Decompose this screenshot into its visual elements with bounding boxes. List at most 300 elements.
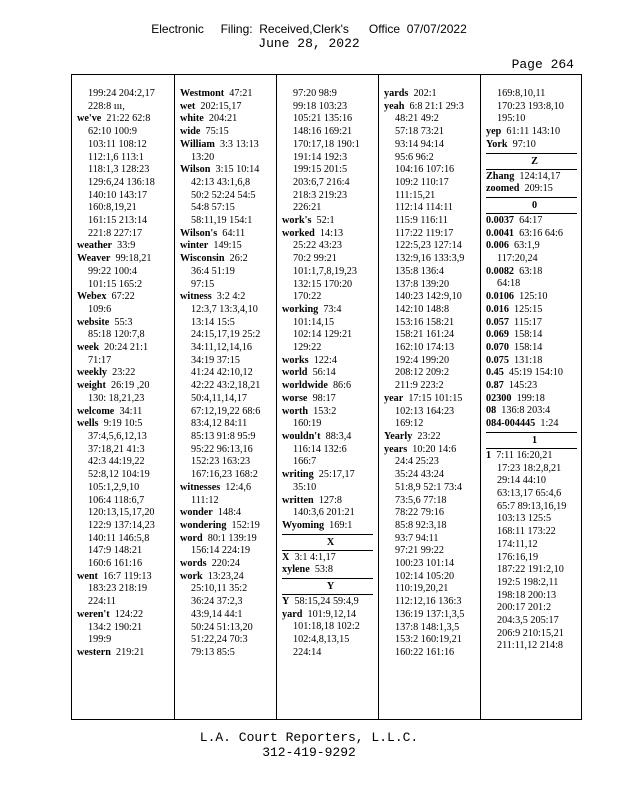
index-continuation: 117:20,24 <box>497 253 538 265</box>
index-continuation: 111:12 <box>191 494 219 506</box>
index-continuation: 169:8,10,11 <box>497 88 546 99</box>
index-entry <box>180 240 277 253</box>
index-continuation: 137:8 139:20 <box>395 278 450 290</box>
index-word: work's <box>282 215 312 227</box>
index-word: working <box>282 303 319 315</box>
index-entry <box>486 342 583 355</box>
index-refs: 75:15 <box>205 126 229 138</box>
index-entry <box>77 418 174 431</box>
index-word: 1 <box>486 449 492 461</box>
index-continuation: 24:4 25:23 <box>395 456 439 468</box>
index-word: Wilson <box>180 164 211 176</box>
index-continuation: 97:15 <box>191 278 215 290</box>
index-continuation: 142:10 148:8 <box>395 303 450 315</box>
index-word: 0.0106 <box>486 291 515 303</box>
index-continuation: 29:14 44:10 <box>497 475 546 487</box>
index-continuation: 191:14 192:3 <box>293 151 348 163</box>
index-refs: 16:7 119:13 <box>103 570 152 582</box>
index-continuation: 63:13,17 65:4,6 <box>497 487 562 499</box>
index-word: word <box>180 532 203 544</box>
index-continuation: 62:10 100:9 <box>88 126 137 138</box>
index-continuation: 199:24 204:2,17 <box>88 88 155 99</box>
index-entry <box>180 571 277 584</box>
index-refs: 88:3,4 <box>325 430 352 442</box>
index-continuation: 132:9,16 133:3,9 <box>395 253 465 265</box>
index-continuation: 183:23 218:19 <box>88 583 148 595</box>
index-entry <box>77 291 174 304</box>
index-entry <box>180 533 277 546</box>
index-continuation: 140:10 143:17 <box>88 189 148 201</box>
index-continuation: 25:22 43:23 <box>293 240 342 252</box>
index-continuation: 109:2 110:17 <box>395 176 449 188</box>
index-continuation: 140:11 146:5,8 <box>88 532 150 544</box>
index-refs: 115:17 <box>514 316 542 328</box>
reporter-phone: 312-419-9292 <box>262 745 356 760</box>
index-word: years <box>384 443 408 455</box>
index-word: wondering <box>180 519 227 531</box>
index-entry <box>486 367 583 380</box>
index-entry <box>180 164 277 177</box>
index-entry <box>486 405 583 418</box>
index-entry <box>180 113 277 126</box>
index-continuation: 78:22 79:16 <box>395 507 444 519</box>
index-continuation: 112:1,6 113:1 <box>88 151 144 163</box>
index-refs: 9:19 10:5 <box>103 418 143 430</box>
index-refs: 23:22 <box>112 367 136 379</box>
letter-section-header: Y <box>282 581 379 593</box>
index-entry <box>384 393 481 406</box>
index-continuation: 36:24 37:2,3 <box>191 596 243 608</box>
index-entry <box>180 482 277 495</box>
index-continuation: 111:15,21 <box>395 189 436 201</box>
index-refs: 7:11 16:20,21 <box>496 449 553 461</box>
index-continuation: 35:24 43:24 <box>395 469 444 481</box>
index-refs: 80:1 139:19 <box>207 532 257 544</box>
index-word: weren't <box>77 608 110 620</box>
index-refs: 204:21 <box>208 113 238 125</box>
index-word: X <box>282 551 290 563</box>
index-word: work <box>180 570 203 582</box>
index-word: wells <box>77 418 99 430</box>
index-entry <box>486 317 583 330</box>
index-continuation: 122:5,23 127:14 <box>395 240 462 252</box>
index-word: world <box>282 367 308 379</box>
index-word: website <box>77 316 110 328</box>
index-refs: 67:22 <box>111 291 135 303</box>
index-refs: 64:17 <box>519 214 543 226</box>
index-refs: 125:15 <box>514 303 543 315</box>
index-entry <box>77 571 174 584</box>
index-refs: 10:20 14:6 <box>412 443 457 455</box>
index-word: 0.45 <box>486 367 504 379</box>
index-entry <box>282 228 379 241</box>
index-word: 0.069 <box>486 329 509 341</box>
index-continuation: 160:22 161:16 <box>395 646 455 658</box>
index-continuation: 54:8 57:15 <box>191 202 235 214</box>
index-entry <box>77 113 174 126</box>
index-continuation: 211:11,12 214:8 <box>497 640 564 652</box>
index-continuation: 102:14 129:21 <box>293 329 353 341</box>
index-entry <box>486 240 583 253</box>
index-continuation: 13:14 15:5 <box>191 316 235 328</box>
index-continuation: 129:22 <box>293 342 322 354</box>
index-refs: 122:4 <box>313 354 337 366</box>
index-continuation: 211:9 223:2 <box>395 380 444 392</box>
index-continuation: 200:17 201:2 <box>497 602 552 614</box>
index-continuation: 112:14 114:11 <box>395 202 454 214</box>
index-refs: 220:24 <box>211 558 241 570</box>
index-continuation: 160:19 <box>293 418 322 430</box>
index-continuation: 41:24 42:10,12 <box>191 367 253 379</box>
index-entry <box>282 304 379 317</box>
index-refs: 3:15 10:14 <box>215 164 260 176</box>
index-refs: 145:23 <box>508 380 538 392</box>
index-continuation: 43:9,14 44:1 <box>191 608 243 620</box>
index-continuation: 50:24 51:13,20 <box>191 621 253 633</box>
index-continuation: 52:8,12 104:19 <box>88 469 150 481</box>
index-refs: 12:4,6 <box>225 481 252 493</box>
index-word: Weaver <box>77 253 111 265</box>
index-continuation: 95:6 96:2 <box>395 151 434 163</box>
index-refs: 158:14 <box>514 329 543 341</box>
index-word: western <box>77 646 111 658</box>
letter-section-header: Z <box>486 156 583 168</box>
index-refs: 23:22 <box>417 430 441 442</box>
index-word: Westmont <box>180 88 225 99</box>
index-word: 0.057 <box>486 316 509 328</box>
index-entry <box>282 380 379 393</box>
index-continuation: 102:14 105:20 <box>395 570 455 582</box>
index-continuation: 106:4 118:6,7 <box>88 494 145 506</box>
index-continuation: 64:18 <box>497 278 521 290</box>
index-continuation: 85:13 91:8 95:9 <box>191 430 256 442</box>
index-word: weekly <box>77 367 107 379</box>
index-entry <box>282 215 379 228</box>
index-word: witnesses <box>180 481 221 493</box>
index-continuation: 115:9 116:11 <box>395 215 448 227</box>
index-entry <box>180 253 277 266</box>
index-word: 02300 <box>486 392 512 404</box>
index-word: works <box>282 354 309 366</box>
index-continuation: 221:8 227:17 <box>88 227 143 239</box>
index-continuation: 166:7 <box>293 456 317 468</box>
index-refs: 56:14 <box>312 367 336 379</box>
index-continuation: 57:18 73:21 <box>395 126 444 138</box>
index-continuation: 132:15 170:20 <box>293 278 353 290</box>
index-continuation: 129:6,24 136:18 <box>88 176 155 188</box>
index-word: 0.006 <box>486 240 509 252</box>
index-continuation: 99:18 103:23 <box>293 100 348 112</box>
index-continuation: 67:12,19,22 68:6 <box>191 405 261 417</box>
index-refs: 209:15 <box>524 183 553 195</box>
index-column-3 <box>276 75 379 719</box>
index-word: year <box>384 392 404 404</box>
index-refs: 73:4 <box>323 303 342 315</box>
index-continuation: 50:2 52:24 54:5 <box>191 189 256 201</box>
index-continuation: 102:13 164:23 <box>395 405 455 417</box>
index-continuation: 79:13 85:5 <box>191 646 235 658</box>
index-continuation: 83:4,12 84:11 <box>191 418 248 430</box>
index-word: York <box>486 138 508 150</box>
index-word: 0.0037 <box>486 214 515 226</box>
index-entry <box>77 609 174 622</box>
index-entry <box>282 609 379 622</box>
index-continuation: 25:10,11 35:2 <box>191 583 248 595</box>
index-word: 0.0041 <box>486 227 515 239</box>
index-refs: 64:11 <box>222 227 246 239</box>
index-continuation: 51:22,24 70:3 <box>191 634 248 646</box>
index-word: wouldn't <box>282 430 321 442</box>
index-refs: 21:22 62:8 <box>106 113 151 125</box>
index-refs: 3:1 4:1,17 <box>294 551 336 563</box>
index-entry <box>77 317 174 330</box>
letter-section-header: 1 <box>486 435 583 447</box>
index-refs: 63:18 <box>519 265 543 277</box>
index-word: written <box>282 494 314 506</box>
index-continuation: 192:5 198:2,11 <box>497 576 559 588</box>
index-entry <box>180 88 277 101</box>
index-entry <box>282 520 379 533</box>
index-entry <box>180 228 277 241</box>
index-continuation: 101:1,7,8,19,23 <box>293 265 357 277</box>
index-word: week <box>77 342 100 354</box>
index-refs: 99:18,21 <box>115 253 152 265</box>
index-continuation: 170:17,18 190:1 <box>293 138 360 150</box>
index-entry <box>180 101 277 114</box>
index-refs: 149:15 <box>213 240 242 252</box>
index-word: worth <box>282 405 309 417</box>
index-entry <box>384 444 481 457</box>
index-continuation: 48:21 49:2 <box>395 113 439 125</box>
index-continuation: 93:7 94:11 <box>395 532 439 544</box>
index-continuation: 71:17 <box>88 354 112 366</box>
index-refs: 13:23,24 <box>207 570 244 582</box>
index-refs: 152:19 <box>231 519 260 531</box>
index-refs: 6:8 21:1 29:3 <box>409 100 464 112</box>
index-entry <box>486 139 583 152</box>
index-continuation: 99:22 100:4 <box>88 265 137 277</box>
index-word: yards <box>384 88 409 99</box>
index-continuation: 120:13,15,17,20 <box>88 507 155 519</box>
index-continuation: 118:1,3 128:23 <box>88 164 150 176</box>
index-word: worse <box>282 392 308 404</box>
index-entry <box>77 253 174 266</box>
index-word: wide <box>180 126 201 138</box>
index-continuation: 206:9 210:15,21 <box>497 627 564 639</box>
index-refs: 98:17 <box>312 392 336 404</box>
index-refs: 63:1,9 <box>514 240 540 252</box>
index-continuation: 105:1,2,9,10 <box>88 481 140 493</box>
index-refs: 14:13 <box>319 227 344 239</box>
index-word: 0.016 <box>486 303 509 315</box>
index-entry <box>486 450 583 463</box>
index-continuation: 130: 18,21,23 <box>88 392 145 404</box>
index-entry <box>486 355 583 368</box>
index-continuation: 97:20 98:9 <box>293 88 337 99</box>
index-refs: 86:6 <box>332 380 352 392</box>
index-entry <box>486 126 583 139</box>
index-continuation: 58:11,19 154:1 <box>191 215 253 227</box>
index-continuation: 203:6,7 216:4 <box>293 176 350 188</box>
index-continuation: 226:21 <box>293 202 322 214</box>
index-continuation: 218:3 219:23 <box>293 189 348 201</box>
index-continuation: 103:13 125:5 <box>497 513 552 525</box>
page-number: Page 264 <box>511 57 574 72</box>
index-entry <box>180 558 277 571</box>
index-continuation: 134:2 190:21 <box>88 621 143 633</box>
index-continuation: 153:2 160:19,21 <box>395 634 462 646</box>
index-refs: 34:11 <box>119 405 143 417</box>
index-continuation: 204:3,5 205:17 <box>497 615 559 627</box>
index-continuation: 195:10 <box>497 113 526 125</box>
index-continuation: 85:18 120:7,8 <box>88 329 145 341</box>
index-word: worldwide <box>282 380 328 392</box>
index-continuation: 101:15 165:2 <box>88 278 143 290</box>
index-word: yep <box>486 126 502 138</box>
index-entry <box>486 329 583 342</box>
index-word: writing <box>282 469 314 481</box>
index-entry <box>384 101 481 114</box>
index-entry <box>486 228 583 241</box>
index-continuation: 51:8,9 52:1 73:4 <box>395 481 463 493</box>
index-refs: 101:9,12,14 <box>307 608 357 620</box>
index-word: 0.070 <box>486 341 509 353</box>
index-entry <box>282 367 379 380</box>
index-continuation: 169:12 <box>395 418 424 430</box>
index-continuation: 34:11,12,14,16 <box>191 342 253 354</box>
index-refs: 136:8 203:4 <box>501 405 551 417</box>
index-continuation: 168:11 173:22 <box>497 526 556 538</box>
index-continuation: 156:14 224:19 <box>191 545 251 557</box>
letter-section-header: 0 <box>486 200 583 212</box>
index-continuation: 110:19,20,21 <box>395 583 449 595</box>
index-refs: 45:19 154:10 <box>508 367 563 379</box>
index-entry <box>282 469 379 482</box>
index-word: weight <box>77 380 106 392</box>
index-entry <box>486 171 583 184</box>
index-continuation: 104:16 107:16 <box>395 164 455 176</box>
index-column-2 <box>174 75 277 719</box>
index-refs: 63:16 64:6 <box>519 227 563 239</box>
index-continuation: 135:8 136:4 <box>395 265 444 277</box>
index-entry <box>486 304 583 317</box>
index-continuation: 160:8,19,21 <box>88 202 137 214</box>
index-continuation: 162:10 174:13 <box>395 342 455 354</box>
index-entry <box>180 507 277 520</box>
index-refs: 199:18 <box>516 392 545 404</box>
index-entry <box>282 406 379 419</box>
index-refs: 3:3 13:13 <box>220 138 259 150</box>
index-word: 084-004445 <box>486 418 536 430</box>
index-refs: 61:11 143:10 <box>506 126 561 138</box>
index-continuation: 167:16,23 168:2 <box>191 469 258 481</box>
index-word: 0.075 <box>486 354 509 366</box>
index-continuation: 122:9 137:14,23 <box>88 519 155 531</box>
index-entry <box>282 495 379 508</box>
index-continuation: 224:14 <box>293 646 322 658</box>
letter-section-header: X <box>282 537 379 549</box>
index-continuation: 50:4,11,14,17 <box>191 392 247 404</box>
index-refs: 169:1 <box>329 519 353 531</box>
index-entry <box>282 355 379 368</box>
index-continuation: 140:23 142:9,10 <box>395 291 462 303</box>
index-refs: 125:10 <box>519 291 548 303</box>
index-continuation: 147:9 148:21 <box>88 545 143 557</box>
index-continuation: 17:23 18:2,8,21 <box>497 462 562 474</box>
index-continuation: 137:8 148:1,3,5 <box>395 621 460 633</box>
index-continuation: 93:14 94:14 <box>395 138 444 150</box>
index-column-1 <box>72 75 174 719</box>
index-continuation: 152:23 163:23 <box>191 456 251 468</box>
index-continuation: 36:4 51:19 <box>191 265 235 277</box>
index-refs: 131:18 <box>514 354 543 366</box>
index-continuation: 95:22 96:13,16 <box>191 443 253 455</box>
index-continuation: 37:4,5,6,12,13 <box>88 430 147 442</box>
index-refs: 47:21 <box>229 88 253 99</box>
index-entry <box>384 88 481 101</box>
index-entry <box>282 596 379 609</box>
index-refs: 124:22 <box>114 608 144 620</box>
index-word: Webex <box>77 291 107 303</box>
index-refs: 55:3 <box>114 316 133 328</box>
index-entry <box>384 431 481 444</box>
index-entry <box>180 139 277 152</box>
index-refs: 53:8 <box>314 564 333 576</box>
index-continuation: 70:2 99:21 <box>293 253 337 265</box>
index-continuation: 136:19 137:1,3,5 <box>395 608 465 620</box>
index-continuation: 208:12 209:2 <box>395 367 450 379</box>
index-entry <box>486 393 583 406</box>
index-word: witness <box>180 291 212 303</box>
index-continuation: 101:18,18 102:2 <box>293 621 360 633</box>
index-continuation: 116:14 132:6 <box>293 443 347 455</box>
reporter-name: L.A. Court Reporters, L.L.C. <box>199 730 419 745</box>
index-column-4 <box>378 75 481 719</box>
index-continuation: 176:16,19 <box>497 551 539 563</box>
index-entry <box>77 240 174 253</box>
index-continuation: 148:16 169:21 <box>293 126 353 138</box>
index-refs: 58:15,24 59:4,9 <box>294 596 359 608</box>
index-word: wet <box>180 100 196 112</box>
index-refs: 153:2 <box>313 405 337 417</box>
index-column-5 <box>480 75 583 719</box>
index-continuation: 174:11,12 <box>497 538 538 550</box>
index-entry <box>486 215 583 228</box>
index-refs: 20:24 21:1 <box>104 342 149 354</box>
index-continuation: 103:11 108:12 <box>88 138 147 150</box>
index-entry <box>77 342 174 355</box>
index-word: worked <box>282 227 315 239</box>
index-continuation: 161:15 213:14 <box>88 215 148 227</box>
index-entry <box>282 564 379 577</box>
index-continuation: 37:18,21 41:3 <box>88 443 145 455</box>
index-word: yard <box>282 608 303 620</box>
index-continuation: 140:3,6 201:21 <box>293 507 355 519</box>
index-continuation: 97:21 99:22 <box>395 545 444 557</box>
index-entry <box>486 183 583 196</box>
index-continuation: 192:4 199:20 <box>395 354 450 366</box>
index-refs: 1:24 <box>540 418 559 430</box>
hearing-date: June 28, 2022 <box>258 36 360 51</box>
index-word: 0.87 <box>486 380 504 392</box>
index-continuation: 170:22 <box>293 291 322 303</box>
index-refs: 202:15,17 <box>200 100 242 112</box>
index-word: yeah <box>384 100 405 112</box>
index-word: words <box>180 558 207 570</box>
index-entry <box>77 367 174 380</box>
index-entry <box>180 126 277 139</box>
index-continuation: 228:8 ııı, <box>88 100 125 112</box>
